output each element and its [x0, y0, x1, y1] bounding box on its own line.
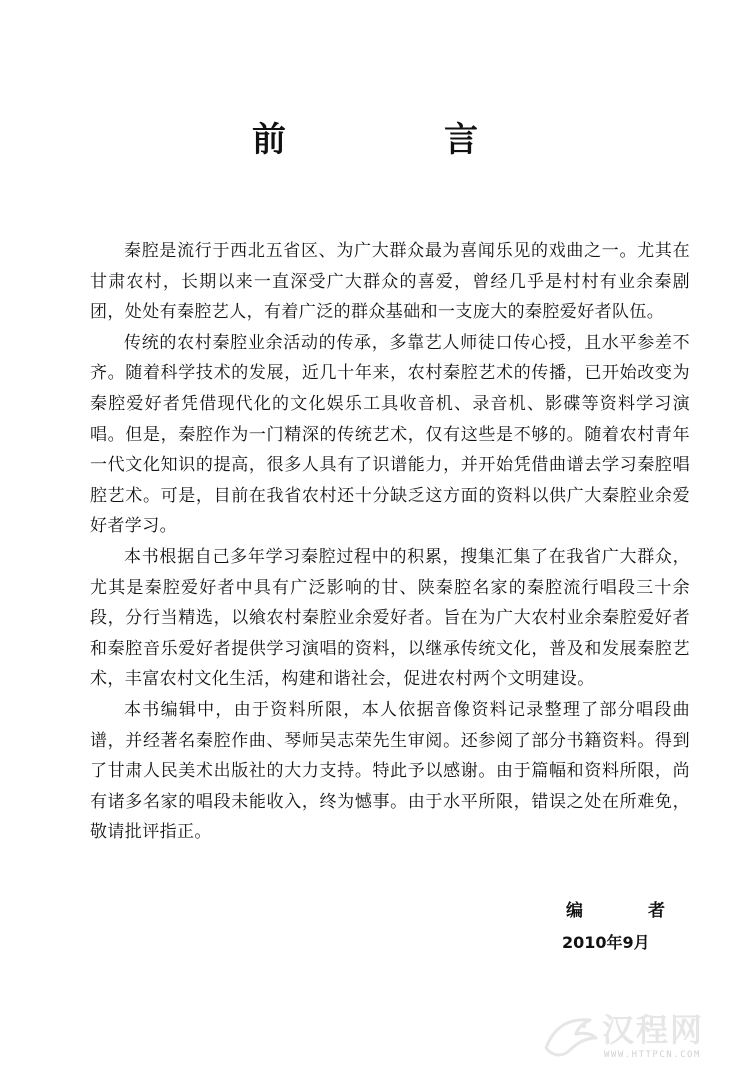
author-signature: 编 者	[566, 901, 689, 921]
watermark	[540, 1008, 720, 1068]
preface-body	[90, 236, 690, 848]
paragraph-1: 秦腔是流行于西北五省区、为广大群众最为喜闻乐见的戏曲之一。尤其在甘肃农村，长期以来一直深受广大群众的喜爱，曾经几乎是村村有业余秦剧团，处处有秦腔艺人，有着广泛的群众基础和一支庞大的秦腔爱好者队伍。	[90, 241, 690, 323]
paragraph-4: 本书编辑中，由于资料所限，本人依据音像资料记录整理了部分唱段曲谱，并经著名秦腔作曲、琴师吴志荣先生审阅。还参阅了部分书籍资料。得到了甘肃人民美术出版社的大力支持。特此予以感谢。由于篇幅和资料所限，尚有诸多名家的唱段未能收入，终为憾事。由于水平所限，错误之处在所难免，敬请批评指正。	[90, 699, 690, 843]
page-title: 前 言	[252, 120, 540, 160]
watermark-text: 汉程网	[602, 1011, 705, 1049]
bird-logo-icon	[540, 1008, 602, 1062]
watermark-url: WWW.HTTPCN.COM	[604, 1050, 701, 1060]
date-line: 2010年9月	[562, 933, 650, 952]
paragraph-2: 传统的农村秦腔业余活动的传承，多靠艺人师徒口传心授，且水平参差不齐。随着科学技术的发展，近几十年来，农村秦腔艺术的传播，已开始改变为秦腔爱好者凭借现代化的文化娱乐工具收音机、录音机、影碟等资料学习演唱。但是，秦腔作为一门精深的传统艺术，仅有这些是不够的。随着农村青年一代文化知识的提高，很多人具有了识谱能力，并开始凭借曲谱去学习秦腔唱腔艺术。可是，目前在我省农村还十分缺乏这方面的资料以供广大秦腔业余爱好者学习。	[90, 332, 690, 537]
paragraph-3: 本书根据自己多年学习秦腔过程中的积累，搜集汇集了在我省广大群众，尤其是秦腔爱好者中具有广泛影响的甘、陕秦腔名家的秦腔流行唱段三十余段，分行当精选，以飨农村秦腔业余爱好者。旨在为广大农村业余秦腔爱好者和秦腔音乐爱好者提供学习演唱的资料，以继承传统文化，普及和发展秦腔艺术，丰富农村文化生活，构建和谐社会，促进农村两个文明建设。	[90, 546, 690, 690]
